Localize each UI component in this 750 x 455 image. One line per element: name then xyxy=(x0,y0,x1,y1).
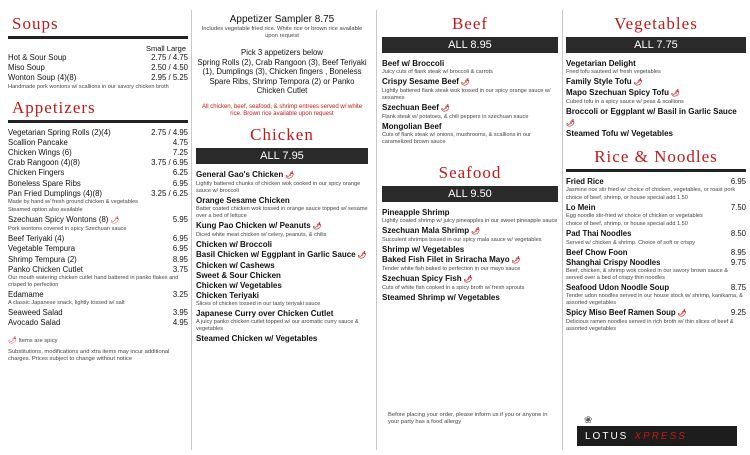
menu-item-name: General Gao's Chicken 🌶︎ xyxy=(196,169,295,179)
menu-item-description: Tender white fish baked to perfection in our mayo sauce xyxy=(382,266,521,272)
menu-item-name: Beef w/ Broccoli xyxy=(382,59,445,68)
menu-item-price: 8.75 xyxy=(730,283,746,293)
menu-item-name: Edamame xyxy=(8,290,44,300)
menu-item xyxy=(196,271,368,281)
menu-item-price: 5.95 xyxy=(172,215,188,225)
title-underline xyxy=(566,169,746,172)
menu-item xyxy=(8,158,188,168)
chili-pepper-icon: 🌶︎ xyxy=(469,228,480,235)
menu-item-name: Basil Chicken w/ Eggplant in Garlic Sauce 🌶︎ xyxy=(196,249,367,259)
chicken-price-bar: ALL 7.95 xyxy=(196,148,368,164)
menu-item-description: Served w/ chicken & shrimp. Choice of soft or crispy xyxy=(566,239,696,246)
menu-item-description: Beef, chicken, & shrimp wok cooked in our savory brown sauce & served over a bed of crispy thin noodles xyxy=(566,268,728,282)
menu-item-description: Delicious ramen noodles served in rich broth w/ thin slices of beef & assorted vegetables xyxy=(566,319,734,333)
menu-item-description: A classic Japanese snack, lightly tossed w/ salt xyxy=(8,300,125,307)
lotus-icon: ❀ xyxy=(584,415,593,426)
chili-pepper-icon: 🌶︎ xyxy=(461,276,473,283)
menu-item xyxy=(8,318,188,328)
menu-item xyxy=(382,293,558,303)
menu-item-price: 7.25 xyxy=(172,148,188,158)
menu-item-name: Shrimp w/ Vegetables xyxy=(382,245,465,254)
menu-item-name: Chicken Teriyaki xyxy=(196,290,259,300)
menu-item-name: Szechuan Spicy Fish 🌶︎ xyxy=(382,274,473,283)
menu-item-name: Shanghai Crispy Noodles xyxy=(566,257,661,267)
soups-title: Soups xyxy=(12,14,59,33)
menu-item-name: Wonton Soup (4)(8) xyxy=(8,73,77,83)
menu-item-description: Fried tofu sauteed w/ fresh vegetables xyxy=(566,69,661,75)
menu-item xyxy=(566,248,746,258)
menu-item xyxy=(196,240,368,250)
soup-size-header: Small Large xyxy=(145,44,186,53)
menu-item-price: 6.95 xyxy=(172,178,188,188)
menu-item xyxy=(8,189,188,199)
menu-item xyxy=(566,88,746,99)
menu-item-price: 2.75 / 4.95 xyxy=(151,127,188,137)
title-underline xyxy=(8,120,188,123)
spicy-legend-text: Items are spicy xyxy=(18,337,58,344)
menu-item-name: Beef Chow Foon xyxy=(566,247,628,257)
chili-pepper-icon: 🌶︎ xyxy=(566,120,575,127)
menu-item-name: Pineapple Shrimp xyxy=(382,208,450,217)
menu-item-name: Seafood Udon Noodle Soup xyxy=(566,283,670,293)
menu-item-description: Flank steak w/ potatoes, & chili peppers in szechuan sauce xyxy=(382,114,529,120)
menu-item-name: Szechuan Spicy Wontons (8) 🌶︎ xyxy=(8,215,120,225)
lotus-xpress-logo xyxy=(577,426,737,446)
allergy-note: Before placing your order, please inform us if you or anyone in your party has a food allergy xyxy=(388,412,548,426)
menu-item xyxy=(382,103,558,114)
menu-item-name: Fried Rice xyxy=(566,177,604,186)
menu-item xyxy=(196,221,368,232)
menu-item-price: 2.75 / 4.75 xyxy=(151,53,188,62)
column-vegetables-rice xyxy=(566,0,746,455)
menu-item xyxy=(382,122,558,132)
beef-list xyxy=(382,59,558,146)
menu-item-name: Seaweed Salad xyxy=(8,308,63,318)
menu-item-description: Cubed tofu in a spicy sauce w/ peas & scallions xyxy=(566,99,684,105)
menu-item-price: 4.95 xyxy=(172,318,188,328)
soup-note: Handmade pork wontons w/ scallions in our savory chicken broth xyxy=(8,83,169,90)
beef-title: Beef xyxy=(451,14,489,33)
menu-item-name: Chicken Fingers xyxy=(8,168,65,178)
sampler-list: Spring Rolls (2), Crab Rangoon (3), Beef Teriyaki (1), Dumplings (3), Chicken fingers , Boneless Spare Ribs, Shrimp Tempora (2) or Panko Chicken Cutlet xyxy=(197,57,367,96)
menu-item-price: 2.50 / 4.50 xyxy=(151,63,188,73)
menu-item-name: Sweet & Sour Chicken xyxy=(196,270,281,280)
menu-item-name: Steamed Shrimp w/ Vegetables xyxy=(382,293,500,302)
seafood-list xyxy=(382,208,558,303)
menu-item-price: 6.95 xyxy=(172,234,188,244)
menu-item-description: Tender udon noodles served in our house stock w/ shrimp, kanikama, & assorted vegetables xyxy=(566,293,743,307)
menu-item xyxy=(8,215,188,226)
menu-item-price: 9.75 xyxy=(730,257,746,267)
menu-item-name: Boneless Spare Ribs xyxy=(8,178,81,188)
menu-item-name: Crab Rangoon (4)(8) xyxy=(8,158,80,168)
menu-item-description: Diced white meat chicken w/ celery, peanuts, & chilis xyxy=(196,231,327,238)
chili-pepper-icon: 🌶︎ xyxy=(458,79,470,86)
menu-item-name: Panko Chicken Cutlet xyxy=(8,264,83,274)
menu-item xyxy=(382,208,558,218)
menu-item-price: 6.95 xyxy=(730,177,746,186)
seafood-price-bar: ALL 9.50 xyxy=(382,186,558,202)
logo-main: LOTUS xyxy=(585,430,629,442)
menu-item-name: Szechuan Beef 🌶︎ xyxy=(382,103,450,112)
menu-item-price: 3.75 / 6.95 xyxy=(151,158,188,168)
menu-item-name: Chicken w/ Vegetables xyxy=(196,280,282,290)
menu-item xyxy=(8,265,188,275)
menu-item-name: Chicken Wings (6) xyxy=(8,148,72,158)
menu-item-name: Family Style Tofu 🌶︎ xyxy=(566,77,643,86)
menu-item-name: Avocado Salad xyxy=(8,318,61,328)
column-beef-seafood xyxy=(382,0,558,455)
menu-item-name: Chicken w/ Cashews xyxy=(196,260,275,270)
menu-item-name: Hot & Sour Soup xyxy=(8,53,67,62)
menu-item xyxy=(196,196,368,206)
menu-item xyxy=(8,138,188,148)
menu-item-price: 4.75 xyxy=(172,137,188,147)
menu-item-description: Cuts of flank steak w/ onions, mushrooms, & scallions in our caramelized brown sauce xyxy=(382,132,531,145)
menu-item-description: A juicy panko chicken cutlet topped w/ our aromatic curry sauce & vegetables xyxy=(196,318,359,332)
sampler-pick: Pick 3 appetizers below xyxy=(241,48,323,58)
vegetables-title: Vegetables xyxy=(614,14,698,33)
menu-item-price: 2.95 / 5.25 xyxy=(151,73,188,83)
menu-item xyxy=(566,59,746,69)
menu-item-name: Vegetarian Spring Rolls (2)(4) xyxy=(8,127,111,137)
menu-item xyxy=(8,148,188,158)
chili-pepper-icon: 🌶︎ xyxy=(310,222,322,230)
menu-item-description: Steamed option also available xyxy=(8,207,83,214)
menu-item-price: 6.95 xyxy=(172,244,188,254)
menu-item-description: Our mouth watering chicken cutlet hand battered in panko flakes and crisped to perfection xyxy=(8,275,179,289)
menu-item-name: Kung Pao Chicken w/ Peanuts 🌶︎ xyxy=(196,220,322,230)
menu-item-price: 8.95 xyxy=(730,247,746,257)
menu-item-name: Mapo Szechuan Spicy Tofu 🌶︎ xyxy=(566,88,680,97)
menu-item xyxy=(382,255,558,266)
menu-item-price: 8.50 xyxy=(730,229,746,239)
menu-item-description: Lightly battered flank steak wok tossed in our spicy orange sauce w/ sesames xyxy=(382,88,551,101)
menu-item xyxy=(8,308,188,318)
menu-item-name: Vegetarian Delight xyxy=(566,59,636,68)
menu-item xyxy=(566,258,746,268)
menu-item xyxy=(566,129,746,139)
logo-accent: XPRESS xyxy=(634,430,687,442)
menu-item-description: Made by hand w/ fresh ground chicken & vegetables xyxy=(8,199,138,206)
chili-pepper-icon: 🌶︎ xyxy=(668,90,680,97)
substitution-note: Substitutions, modifications and xtra items may incur additional charges. Prices subject to change without notice xyxy=(8,348,170,363)
menu-item-name: Orange Sesame Chicken xyxy=(196,195,290,205)
menu-item-price: 8.95 xyxy=(172,254,188,264)
menu-item xyxy=(566,203,746,213)
menu-item-price: 7.50 xyxy=(730,203,746,213)
menu-item-name: Steamed Tofu w/ Vegetables xyxy=(566,129,673,138)
menu-item-description: Juicy cuts of flank steak w/ broccoli & carrots xyxy=(382,69,493,75)
rice-noodles-title: Rice & Noodles xyxy=(594,147,718,166)
menu-item xyxy=(8,128,188,138)
menu-item xyxy=(566,77,746,88)
menu-item-price: 3.95 xyxy=(172,308,188,318)
chicken-title: Chicken xyxy=(250,124,314,144)
menu-item-description: Jasmine rice stir fried w/ choice of chicken, vegetables, or roast pork xyxy=(566,187,736,194)
menu-item xyxy=(566,177,746,187)
menu-item xyxy=(196,170,368,181)
menu-item-name: Pad Thai Noodles xyxy=(566,229,632,239)
menu-item xyxy=(8,290,188,300)
menu-item xyxy=(8,63,188,73)
appetizers-title: Appetizers xyxy=(12,97,96,117)
menu-item xyxy=(196,334,368,344)
menu-item-price: 6.25 xyxy=(172,168,188,178)
menu-item xyxy=(382,77,558,88)
sampler-subtitle: Includes vegetable fried rice. White rice or brown rice available upon request xyxy=(201,26,363,40)
column-divider xyxy=(562,10,563,450)
menu-item-description: choice of beef, shrimp, or house special add 1.50 xyxy=(566,221,688,228)
menu-item-description: Lightly coated shrimp w/ juicy pineapples in our sweet pineapple sauce xyxy=(382,218,558,224)
menu-item-name: Crispy Sesame Beef 🌶︎ xyxy=(382,77,470,86)
menu-item xyxy=(566,107,746,129)
menu-item-price: 3.25 xyxy=(172,290,188,300)
menu-item xyxy=(382,226,558,237)
menu-item xyxy=(8,73,188,83)
rice-note: All chicken, beef, seafood, & shrimp entrees served w/ white rice. Brown rice available upon request xyxy=(201,103,363,118)
menu-item-name: Steamed Chicken w/ Vegetables xyxy=(196,333,318,343)
chili-pepper-icon: 🌶︎ xyxy=(631,79,643,86)
menu-item-description: Cuts of white fish cooked in a spicy broth w/ fresh sprouts xyxy=(382,285,525,291)
menu-item xyxy=(382,245,558,255)
title-underline xyxy=(8,36,188,39)
column-divider xyxy=(376,10,377,450)
menu-item-name: Beef Teriyaki (4) xyxy=(8,234,65,244)
menu-item-name: Baked Fish Filet in Sriracha Mayo 🌶︎ xyxy=(382,255,521,264)
sampler-title: Appetizer Sampler 8.75 xyxy=(229,14,335,25)
menu-item-name: Scallion Pancake xyxy=(8,137,68,147)
menu-item-description: choice of beef, shrimp, or house special add 1.50 xyxy=(566,195,688,202)
menu-item-name: Szechuan Mala Shrimp 🌶︎ xyxy=(382,226,480,235)
rice-noodles-list xyxy=(566,177,746,333)
menu-item-name: Pan Fried Dumplings (4)(8) xyxy=(8,188,103,198)
chili-pepper-icon: 🌶︎ xyxy=(675,310,687,318)
seafood-title: Seafood xyxy=(438,163,502,182)
chicken-list xyxy=(196,170,368,344)
menu-item xyxy=(8,179,188,189)
menu-item xyxy=(566,229,746,239)
menu-item-name: Vegetable Tempura xyxy=(8,244,76,254)
chili-pepper-icon: 🌶︎ xyxy=(108,217,120,225)
vegetables-price-bar: ALL 7.75 xyxy=(566,37,746,53)
column-sampler-chicken xyxy=(196,0,368,455)
menu-item xyxy=(8,53,188,63)
menu-item xyxy=(8,234,188,244)
menu-item-price: 3.25 / 6.25 xyxy=(151,188,188,198)
menu-item-price: 3.75 xyxy=(172,264,188,274)
menu-item-description: Lightly battered chunks of chicken wok cooked in our spicy orange sauce w/ broccoli xyxy=(196,180,361,194)
menu-item xyxy=(196,261,368,271)
menu-item xyxy=(196,291,368,301)
menu-item-price: 9.25 xyxy=(730,308,746,318)
chili-pepper-icon: 🌶︎ xyxy=(509,257,521,264)
menu-item xyxy=(566,283,746,293)
column-soups-appetizers xyxy=(8,0,188,455)
menu-item xyxy=(8,255,188,265)
spicy-legend xyxy=(8,337,188,345)
soup-list xyxy=(8,53,188,84)
appetizer-list xyxy=(8,128,188,329)
chili-pepper-icon: 🌶︎ xyxy=(438,105,450,112)
menu-item-description: Slices of chicken tossed in our tasty teriyaki sauce xyxy=(196,300,321,307)
menu-item-name: Shrimp Tempura (2) xyxy=(8,254,77,264)
menu-item-name: Lo Mein xyxy=(566,203,596,213)
menu-item-name: Chicken w/ Broccoli xyxy=(196,239,273,249)
menu-item xyxy=(382,59,558,69)
menu-item-description: Batter coated chicken wok tossed in orange sauce topped w/ sesame over a bed of lettuce xyxy=(196,205,368,219)
menu-item-name: Mongolian Beef xyxy=(382,122,442,131)
menu-item xyxy=(8,244,188,254)
menu-item-name: Japanese Curry over Chicken Cutlet xyxy=(196,308,334,318)
menu-item-description: Succulent shrimps tossed in our spicy mala sauce w/ vegetables xyxy=(382,237,542,243)
menu-item xyxy=(8,168,188,178)
chili-pepper-icon: 🌶︎ xyxy=(355,251,367,259)
vegetables-list xyxy=(566,59,746,139)
menu-item xyxy=(382,274,558,285)
chili-pepper-icon: 🌶︎ xyxy=(283,171,295,179)
chili-pepper-icon: 🌶︎ xyxy=(8,336,17,344)
menu-item xyxy=(196,309,368,319)
menu-item-name: Spicy Miso Beef Ramen Soup 🌶︎ xyxy=(566,308,687,318)
beef-price-bar: ALL 8.95 xyxy=(382,37,558,53)
column-divider xyxy=(191,10,192,450)
menu-item xyxy=(196,250,368,261)
menu-item-description: Pork wontons covered in spicy Szechuan sauce xyxy=(8,226,127,233)
menu-item-description: Egg noodle stir-fried w/ choice of chicken or vegetables xyxy=(566,213,703,220)
menu-item-name: Broccoli or Eggplant w/ Basil in Garlic Sauce 🌶︎ xyxy=(566,107,737,127)
menu-item xyxy=(566,308,746,319)
menu-item-name: Miso Soup xyxy=(8,63,45,73)
menu-item xyxy=(196,281,368,291)
